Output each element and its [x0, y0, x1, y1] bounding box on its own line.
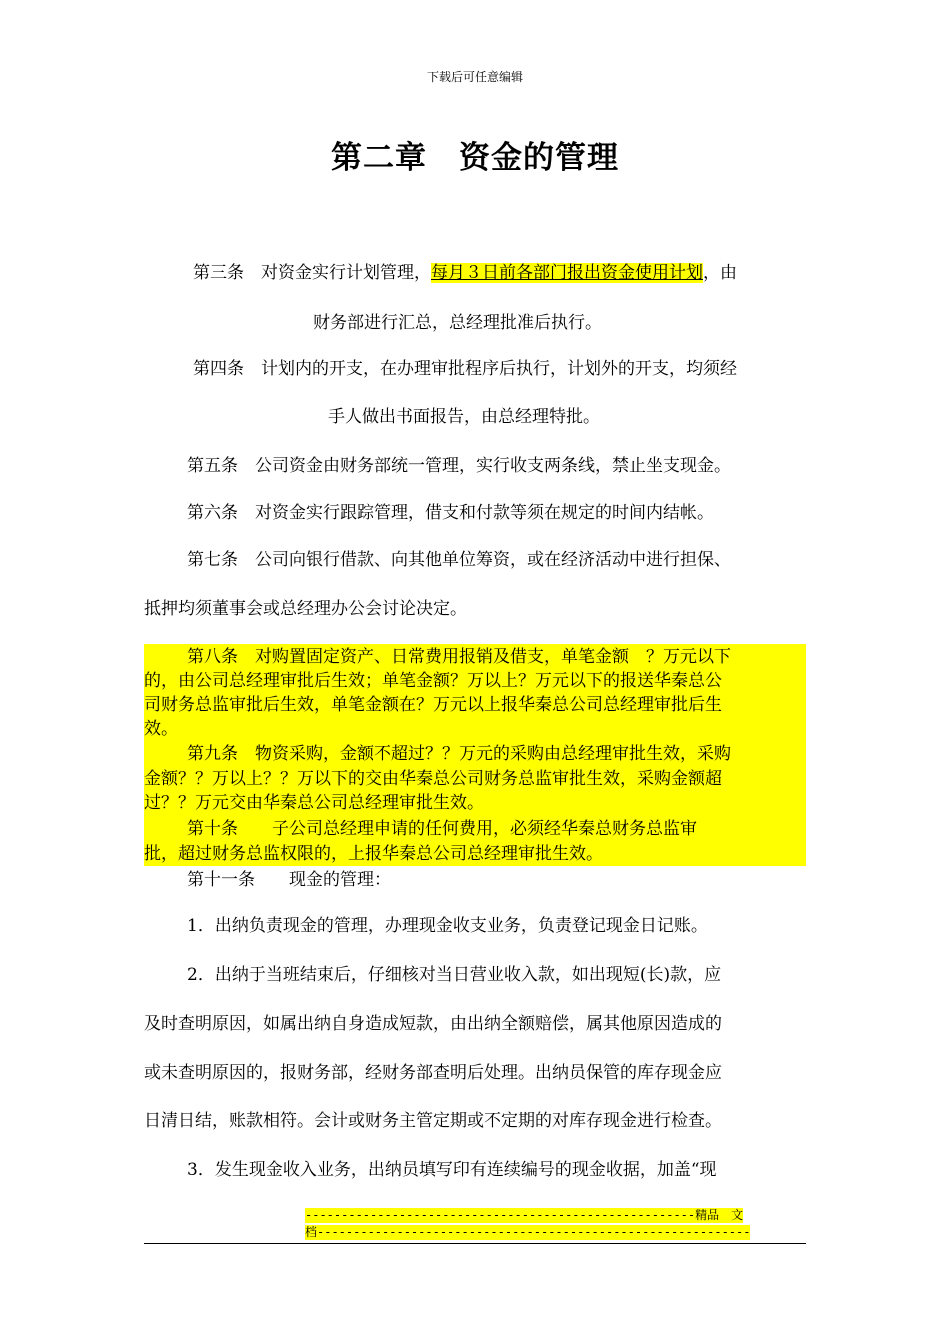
article-7-line-2: 抵押均须董事会或总经理办公会讨论决定。 [144, 599, 467, 619]
article-9-line-1: 第九条 物资采购，金额不超过？？万元的采购由总经理审批生效，采购 [187, 744, 731, 764]
article-11-heading: 第十一条 现金的管理： [187, 870, 391, 890]
article-4-line-1: 第四条 计划内的开支，在办理审批程序后执行，计划外的开支，均须经 [193, 359, 737, 379]
article-8-line-3: 司财务总监审批后生效，单笔金额在？万元以上报华秦总公司总经理审批后生 [144, 695, 722, 715]
article-3-line-2: 财务部进行汇总，总经理批准后执行。 [313, 313, 602, 333]
article-11-item-3-line-1: 3．发生现金收入业务，出纳员填写印有连续编号的现金收据，加盖“现 [187, 1160, 717, 1180]
article-11-item-2-line-2: 及时查明原因，如属出纳自身造成短款，由出纳全额赔偿，属其他原因造成的 [144, 1014, 722, 1034]
article-3-text-c: ，由 [703, 263, 737, 283]
article-5: 第五条 公司资金由财务部统一管理，实行收支两条线，禁止坐支现金。 [187, 456, 731, 476]
article-11-item-2-line-3: 或未查明原因的，报财务部，经财务部查明后处理。出纳员保管的库存现金应 [144, 1063, 722, 1083]
article-3-line-1 [193, 262, 737, 284]
footer-divider [144, 1243, 806, 1244]
article-11-item-2-line-4: 日清日结，账款相符。会计或财务主管定期或不定期的对库存现金进行检查。 [144, 1111, 722, 1131]
article-6: 第六条 对资金实行跟踪管理，借支和付款等须在规定的时间内结帐。 [187, 503, 714, 523]
article-8-line-4: 效。 [144, 719, 178, 739]
article-8-line-1: 第八条 对购置固定资产、日常费用报销及借支，单笔金额 ？万元以下 [187, 647, 731, 667]
article-7-line-1: 第七条 公司向银行借款、向其他单位筹资，或在经济活动中进行担保、 [187, 550, 731, 570]
chapter-title: 第二章 资金的管理 [331, 140, 619, 176]
article-11-item-2-line-1: 2．出纳于当班结束后，仔细核对当日营业收入款，如出现短(长)款，应 [187, 965, 722, 985]
article-10-line-1: 第十条 子公司总经理申请的任何费用，必须经华秦总财务总监审 [187, 819, 697, 839]
header-note: 下载后可任意编辑 [426, 70, 523, 84]
article-4-line-2: 手人做出书面报告，由总经理特批。 [328, 407, 600, 427]
footer-line-1: ------------------------------------------------------精品 文 [305, 1208, 744, 1222]
article-3-highlight: 每月３日前各部门报出资金使用计划 [431, 263, 703, 283]
article-3-text-a: 第三条 对资金实行计划管理， [193, 263, 431, 283]
article-10-line-2: 批，超过财务总监权限的，上报华秦总公司总经理审批生效。 [144, 844, 603, 864]
article-9-line-2: 金额？？万以上？？万以下的交由华秦总公司财务总监审批生效，采购金额超 [144, 769, 722, 789]
footer-line-2: 档------------------------------------------------------------ [305, 1225, 751, 1239]
article-9-line-3: 过？？万元交由华秦总公司总经理审批生效。 [144, 793, 484, 813]
article-11-item-1: 1．出纳负责现金的管理，办理现金收支业务，负责登记现金日记账。 [187, 916, 708, 936]
article-8-line-2: 的，由公司总经理审批后生效；单笔金额？万以上？万元以下的报送华秦总公 [144, 671, 722, 691]
